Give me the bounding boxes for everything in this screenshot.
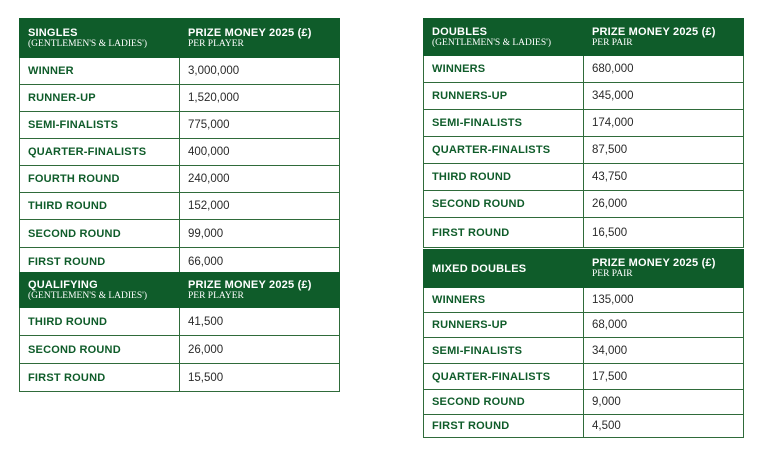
mixed-doubles-prize-table — [423, 249, 744, 438]
prize-value: 16,500 — [584, 218, 744, 248]
round-label: SECOND ROUND — [424, 191, 584, 218]
round-label: SECOND ROUND — [20, 220, 180, 248]
doubles-prize-title: PRIZE MONEY 2025 (£) — [592, 25, 716, 38]
round-label: QUARTER-FINALISTS — [424, 364, 584, 390]
round-label: WINNER — [20, 58, 180, 85]
prize-value: 66,000 — [180, 248, 340, 276]
qualifying-header-cell — [20, 273, 180, 308]
doubles-prize-table — [423, 18, 744, 248]
round-label: RUNNER-UP — [20, 85, 180, 112]
prize-value: 87,500 — [584, 137, 744, 164]
round-label: FIRST ROUND — [20, 364, 180, 392]
round-label: THIRD ROUND — [20, 308, 180, 336]
prize-value: 4,500 — [584, 415, 744, 438]
prize-value: 3,000,000 — [180, 58, 340, 85]
round-label: SEMI-FINALISTS — [20, 112, 180, 139]
doubles-header-row — [424, 19, 744, 56]
table-row — [20, 58, 340, 85]
round-label: WINNERS — [424, 288, 584, 313]
table-row — [424, 364, 744, 390]
table-row — [20, 85, 340, 112]
table-row — [424, 415, 744, 438]
round-label: FOURTH ROUND — [20, 166, 180, 193]
prize-value: 26,000 — [584, 191, 744, 218]
table-row — [424, 56, 744, 83]
round-label: SEMI-FINALISTS — [424, 110, 584, 137]
round-label: FIRST ROUND — [424, 218, 584, 248]
singles-prize-table — [19, 18, 340, 276]
table-row — [424, 137, 744, 164]
round-label: SECOND ROUND — [424, 390, 584, 415]
singles-header-row — [20, 19, 340, 58]
prize-value: 15,500 — [180, 364, 340, 392]
qualifying-header-row — [20, 273, 340, 308]
table-row — [20, 308, 340, 336]
singles-prize-subtitle: PER PLAYER — [188, 38, 244, 49]
round-label: FIRST ROUND — [424, 415, 584, 438]
prize-value: 174,000 — [584, 110, 744, 137]
doubles-prize-subtitle: PER PAIR — [592, 37, 633, 48]
prize-value: 152,000 — [180, 193, 340, 220]
table-row — [20, 193, 340, 220]
round-label: RUNNERS-UP — [424, 313, 584, 338]
table-row — [424, 313, 744, 338]
prize-value: 43,750 — [584, 164, 744, 191]
singles-prize-title: PRIZE MONEY 2025 (£) — [188, 26, 312, 39]
round-label: SEMI-FINALISTS — [424, 338, 584, 364]
prize-value: 41,500 — [180, 308, 340, 336]
doubles-prize-header-cell — [584, 19, 744, 56]
mixed-title: MIXED DOUBLES — [432, 262, 527, 275]
prize-value: 135,000 — [584, 288, 744, 313]
mixed-header-row — [424, 250, 744, 288]
round-label: THIRD ROUND — [20, 193, 180, 220]
table-row — [20, 220, 340, 248]
prize-value: 34,000 — [584, 338, 744, 364]
table-row — [20, 336, 340, 364]
prize-value: 400,000 — [180, 139, 340, 166]
table-row — [20, 112, 340, 139]
prize-value: 9,000 — [584, 390, 744, 415]
table-row — [424, 218, 744, 248]
prize-value: 775,000 — [180, 112, 340, 139]
prize-value: 68,000 — [584, 313, 744, 338]
doubles-subtitle: (GENTLEMEN'S & LADIES') — [432, 37, 551, 48]
doubles-title: DOUBLES — [432, 25, 488, 38]
singles-title: SINGLES — [28, 26, 78, 39]
round-label: QUARTER-FINALISTS — [20, 139, 180, 166]
round-label: WINNERS — [424, 56, 584, 83]
mixed-header-cell — [424, 250, 584, 288]
prize-value: 680,000 — [584, 56, 744, 83]
qualifying-subtitle: (GENTLEMEN'S & LADIES') — [28, 290, 147, 301]
singles-prize-header-cell — [180, 19, 340, 58]
table-row — [424, 338, 744, 364]
table-row — [20, 139, 340, 166]
qualifying-title: QUALIFYING — [28, 278, 98, 291]
round-label: FIRST ROUND — [20, 248, 180, 276]
table-row — [424, 83, 744, 110]
mixed-prize-title: PRIZE MONEY 2025 (£) — [592, 257, 716, 269]
mixed-prize-header-cell — [584, 250, 744, 288]
table-row — [424, 191, 744, 218]
prize-value: 26,000 — [180, 336, 340, 364]
table-row — [424, 110, 744, 137]
round-label: SECOND ROUND — [20, 336, 180, 364]
table-row — [424, 164, 744, 191]
prize-value: 17,500 — [584, 364, 744, 390]
mixed-prize-subtitle: PER PAIR — [592, 269, 633, 279]
qualifying-prize-title: PRIZE MONEY 2025 (£) — [188, 278, 312, 291]
doubles-header-cell — [424, 19, 584, 56]
table-row — [20, 166, 340, 193]
round-label: THIRD ROUND — [424, 164, 584, 191]
prize-value: 345,000 — [584, 83, 744, 110]
round-label: QUARTER-FINALISTS — [424, 137, 584, 164]
qualifying-prize-table — [19, 272, 340, 392]
prize-value: 1,520,000 — [180, 85, 340, 112]
table-row — [20, 364, 340, 392]
table-row — [424, 390, 744, 415]
singles-header-cell — [20, 19, 180, 58]
prize-value: 240,000 — [180, 166, 340, 193]
round-label: RUNNERS-UP — [424, 83, 584, 110]
singles-subtitle: (GENTLEMEN'S & LADIES') — [28, 38, 147, 49]
table-row — [424, 288, 744, 313]
qualifying-prize-subtitle: PER PLAYER — [188, 290, 244, 301]
prize-value: 99,000 — [180, 220, 340, 248]
qualifying-prize-header-cell — [180, 273, 340, 308]
